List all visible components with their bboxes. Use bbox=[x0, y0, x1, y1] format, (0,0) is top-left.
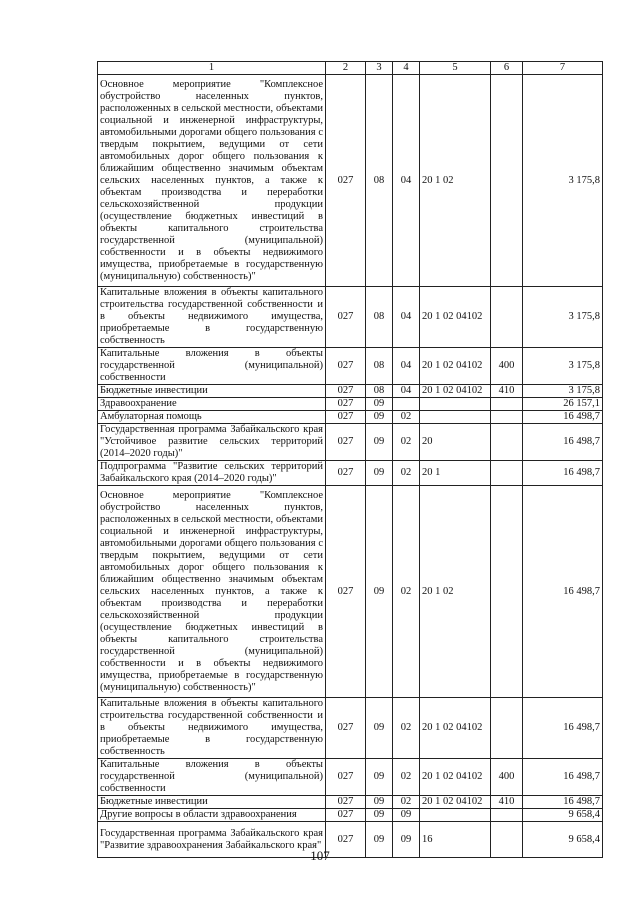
row-cell-c7: 3 175,8 bbox=[523, 348, 603, 385]
row-cell-c6 bbox=[491, 809, 523, 822]
table-row bbox=[98, 385, 603, 398]
row-cell-c5 bbox=[420, 398, 491, 411]
row-cell-c4: 02 bbox=[393, 796, 420, 809]
row-cell-c3: 08 bbox=[366, 75, 393, 287]
row-cell-c2: 027 bbox=[326, 698, 366, 759]
table-row bbox=[98, 461, 603, 486]
row-cell-c7: 16 498,7 bbox=[523, 698, 603, 759]
row-cell-c7: 3 175,8 bbox=[523, 75, 603, 287]
row-cell-c4: 04 bbox=[393, 287, 420, 348]
row-name-cell: Амбулаторная помощь bbox=[98, 411, 326, 424]
row-cell-c4: 04 bbox=[393, 75, 420, 287]
row-cell-c2: 027 bbox=[326, 461, 366, 486]
table-row bbox=[98, 75, 603, 287]
header-cell-2: 2 bbox=[326, 62, 366, 75]
row-cell-c4: 02 bbox=[393, 698, 420, 759]
row-cell-c7: 3 175,8 bbox=[523, 385, 603, 398]
row-cell-c3: 09 bbox=[366, 486, 393, 698]
row-cell-c7: 3 175,8 bbox=[523, 287, 603, 348]
table-row bbox=[98, 809, 603, 822]
row-cell-c4: 02 bbox=[393, 424, 420, 461]
row-cell-c2: 027 bbox=[326, 424, 366, 461]
header-row bbox=[98, 62, 603, 75]
row-cell-c6: 410 bbox=[491, 385, 523, 398]
header-cell-1: 1 bbox=[98, 62, 326, 75]
row-cell-c7: 16 498,7 bbox=[523, 461, 603, 486]
row-cell-c4 bbox=[393, 398, 420, 411]
table-row bbox=[98, 398, 603, 411]
row-cell-c5: 20 1 02 04102 bbox=[420, 287, 491, 348]
row-cell-c7: 16 498,7 bbox=[523, 486, 603, 698]
table-row bbox=[98, 796, 603, 809]
row-cell-c6 bbox=[491, 486, 523, 698]
row-cell-c3: 09 bbox=[366, 461, 393, 486]
row-cell-c3: 09 bbox=[366, 759, 393, 796]
row-cell-c7: 9 658,4 bbox=[523, 822, 603, 858]
row-cell-c2: 027 bbox=[326, 348, 366, 385]
row-cell-c4: 02 bbox=[393, 411, 420, 424]
row-cell-c3: 08 bbox=[366, 348, 393, 385]
row-name-cell: Бюджетные инвестиции bbox=[98, 385, 326, 398]
row-cell-c5: 20 1 bbox=[420, 461, 491, 486]
row-cell-c2: 027 bbox=[326, 486, 366, 698]
row-cell-c3: 09 bbox=[366, 796, 393, 809]
row-cell-c5 bbox=[420, 809, 491, 822]
row-cell-c5: 20 1 02 04102 bbox=[420, 348, 491, 385]
row-cell-c7: 16 498,7 bbox=[523, 411, 603, 424]
row-cell-c6 bbox=[491, 461, 523, 486]
row-name-cell: Подпрограмма "Развитие сельских территорий Забайкальского края (2014–2020 годы)" bbox=[98, 461, 326, 486]
row-cell-c6 bbox=[491, 698, 523, 759]
row-name-cell: Основное мероприятие "Комплексное обустройство населенных пунктов, расположенных в сельской местности, объектами социальной и инженерной инфраструктуры, автомобильными дорогами общего пользования с твердым покрытием, ведущими от сети автомобильных дорог общего пользования к ближайшим общественно значимым объектам сельских населенных пунктов, а также к объектам производства и переработки сельскохозяйственной продукции (осуществление бюджетных инвестиций в объекты капитального строительства государственной (муниципальной) собственности и в объекты недвижимого имущества, приобретаемые в государственную (муниципальную) собственность)" bbox=[98, 75, 326, 287]
row-cell-c2: 027 bbox=[326, 796, 366, 809]
row-cell-c7: 16 498,7 bbox=[523, 759, 603, 796]
row-cell-c5: 16 bbox=[420, 822, 491, 858]
row-cell-c3: 08 bbox=[366, 385, 393, 398]
row-cell-c7: 26 157,1 bbox=[523, 398, 603, 411]
row-cell-c3: 09 bbox=[366, 424, 393, 461]
row-cell-c5: 20 bbox=[420, 424, 491, 461]
table-row bbox=[98, 411, 603, 424]
row-cell-c2: 027 bbox=[326, 809, 366, 822]
page-number: 107 bbox=[310, 848, 330, 863]
header-cell-5: 5 bbox=[420, 62, 491, 75]
row-cell-c2: 027 bbox=[326, 287, 366, 348]
row-cell-c5: 20 1 02 04102 bbox=[420, 759, 491, 796]
row-cell-c3: 09 bbox=[366, 398, 393, 411]
row-cell-c4: 02 bbox=[393, 461, 420, 486]
row-name-cell: Бюджетные инвестиции bbox=[98, 796, 326, 809]
row-cell-c6: 400 bbox=[491, 759, 523, 796]
row-cell-c2: 027 bbox=[326, 398, 366, 411]
row-cell-c2: 027 bbox=[326, 385, 366, 398]
row-cell-c6 bbox=[491, 424, 523, 461]
row-cell-c2: 027 bbox=[326, 411, 366, 424]
table-row bbox=[98, 287, 603, 348]
header-cell-3: 3 bbox=[366, 62, 393, 75]
row-cell-c6: 410 bbox=[491, 796, 523, 809]
row-cell-c3: 09 bbox=[366, 698, 393, 759]
row-name-cell: Государственная программа Забайкальского края "Развитие здравоохранения Забайкальского края" bbox=[98, 822, 326, 858]
row-cell-c6 bbox=[491, 398, 523, 411]
row-name-cell: Капитальные вложения в объекты государственной (муниципальной) собственности bbox=[98, 348, 326, 385]
row-name-cell: Основное мероприятие "Комплексное обустройство населенных пунктов, расположенных в сельской местности, объектами социальной и инженерной инфраструктуры, автомобильными дорогами общего пользования с твердым покрытием, ведущими от сети автомобильных дорог общего пользования к ближайшим общественно значимым объектам сельских населенных пунктов, а также к объектам производства и переработки сельскохозяйственной продукции (осуществление бюджетных инвестиций в объекты капитального строительства государственной (муниципальной) собственности и в объекты недвижимого имущества, приобретаемые в государственную (муниципальную) собственность)" bbox=[98, 486, 326, 698]
row-cell-c4: 09 bbox=[393, 809, 420, 822]
row-name-cell: Капитальные вложения в объекты государственной (муниципальной) собственности bbox=[98, 759, 326, 796]
row-cell-c2: 027 bbox=[326, 822, 366, 858]
row-cell-c4: 04 bbox=[393, 385, 420, 398]
row-cell-c4: 02 bbox=[393, 486, 420, 698]
row-cell-c6 bbox=[491, 411, 523, 424]
row-cell-c7: 16 498,7 bbox=[523, 424, 603, 461]
row-name-cell: Государственная программа Забайкальского края "Устойчивое развитие сельских территорий (2014–2020 годы)" bbox=[98, 424, 326, 461]
table-row bbox=[98, 698, 603, 759]
row-cell-c5: 20 1 02 04102 bbox=[420, 698, 491, 759]
row-cell-c3: 08 bbox=[366, 287, 393, 348]
header-cell-4: 4 bbox=[393, 62, 420, 75]
table-row bbox=[98, 424, 603, 461]
row-cell-c3: 09 bbox=[366, 822, 393, 858]
budget-table bbox=[97, 61, 603, 858]
row-cell-c7: 16 498,7 bbox=[523, 796, 603, 809]
row-cell-c7: 9 658,4 bbox=[523, 809, 603, 822]
row-name-cell: Капитальные вложения в объекты капитального строительства государственной собственности и в объекты недвижимого имущества, приобретаемые в государственную собственность bbox=[98, 287, 326, 348]
row-cell-c4: 02 bbox=[393, 759, 420, 796]
row-cell-c5: 20 1 02 bbox=[420, 486, 491, 698]
header-cell-6: 6 bbox=[491, 62, 523, 75]
row-cell-c5: 20 1 02 bbox=[420, 75, 491, 287]
row-cell-c6 bbox=[491, 75, 523, 287]
header-cell-7: 7 bbox=[523, 62, 603, 75]
row-name-cell: Другие вопросы в области здравоохранения bbox=[98, 809, 326, 822]
row-cell-c5: 20 1 02 04102 bbox=[420, 796, 491, 809]
row-cell-c3: 09 bbox=[366, 411, 393, 424]
table-row bbox=[98, 486, 603, 698]
table-row bbox=[98, 348, 603, 385]
row-cell-c4: 09 bbox=[393, 822, 420, 858]
row-name-cell: Здравоохранение bbox=[98, 398, 326, 411]
row-cell-c5 bbox=[420, 411, 491, 424]
row-name-cell: Капитальные вложения в объекты капитального строительства государственной собственности и в объекты недвижимого имущества, приобретаемые в государственную собственность bbox=[98, 698, 326, 759]
row-cell-c6: 400 bbox=[491, 348, 523, 385]
row-cell-c6 bbox=[491, 287, 523, 348]
row-cell-c4: 04 bbox=[393, 348, 420, 385]
row-cell-c2: 027 bbox=[326, 75, 366, 287]
row-cell-c3: 09 bbox=[366, 809, 393, 822]
table-row bbox=[98, 759, 603, 796]
row-cell-c5: 20 1 02 04102 bbox=[420, 385, 491, 398]
row-cell-c2: 027 bbox=[326, 759, 366, 796]
budget-table-body bbox=[98, 62, 603, 858]
